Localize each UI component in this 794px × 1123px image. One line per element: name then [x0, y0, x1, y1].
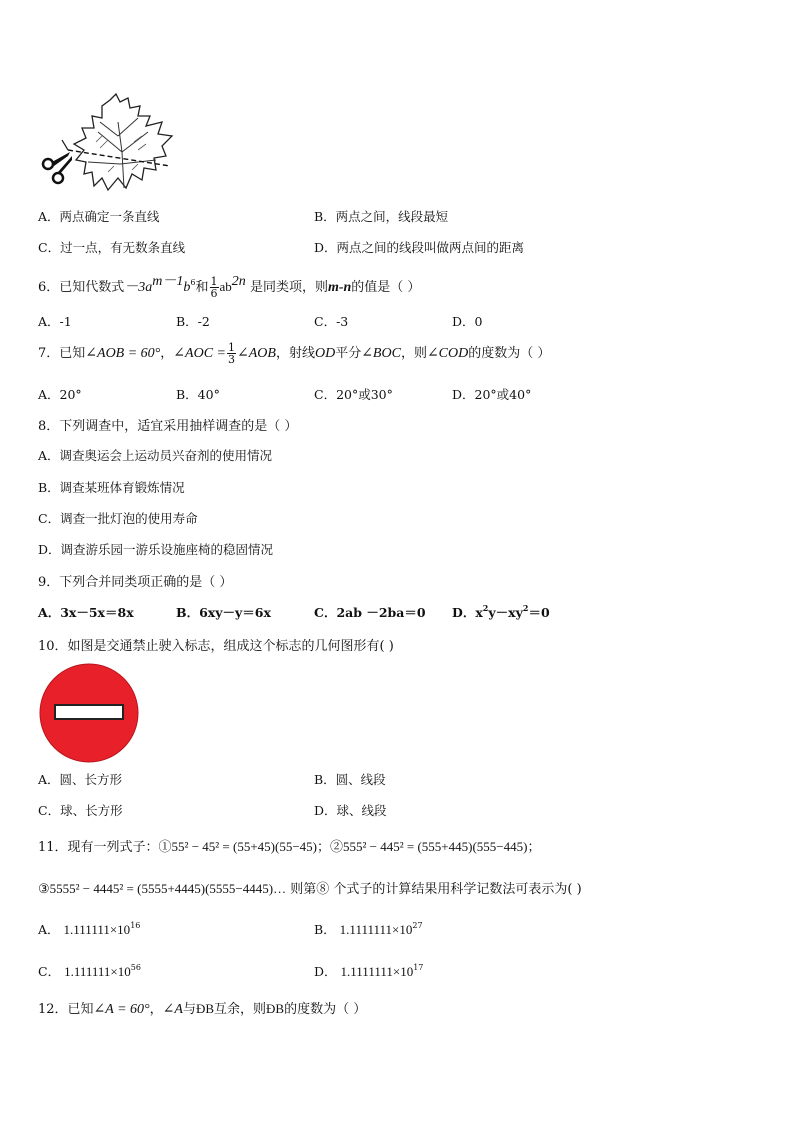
- q8-stem: 8．下列调查中，适宜采用抽样调查的是（ ）: [38, 419, 298, 434]
- q5-option-d: D．两点之间的线段叫做两点间的距离: [314, 240, 525, 255]
- q11-option-a: A． $1.111111\times 10^{16}$: [38, 921, 141, 937]
- q5-option-b: B．两点之间，线段最短: [314, 209, 449, 224]
- q11-line2: ③5555² − 4445² = (5555+4445)(5555−4445)… 则第⑧ 个式子的计算结果用科学记数法可表示为( ): [38, 881, 582, 897]
- q5-option-a: A．两点确定一条直线: [38, 209, 160, 224]
- q9-stem: 9．下列合并同类项正确的是（ ）: [38, 575, 233, 590]
- q8-option-d: D．调查游乐园一游乐设施座椅的稳固情况: [38, 542, 274, 557]
- q11-option-b: B． $1.1111111\times 10^{27}$: [314, 921, 423, 937]
- q6-option-a: A．-1: [38, 314, 72, 329]
- q10-option-c: C．球、长方形: [38, 803, 123, 818]
- q8-option-a: A．调查奥运会上运动员兴奋剂的使用情况: [38, 448, 273, 463]
- q10-option-a: A．圆、长方形: [38, 772, 123, 787]
- q11-option-d: D． $1.1111111\times 10^{17}$: [314, 963, 424, 979]
- q11-option-c: C． $1.111111\times 10^{56}$: [38, 963, 141, 979]
- scissors-icon: [43, 152, 72, 183]
- q8-option-c: C．调查一批灯泡的使用寿命: [38, 511, 198, 526]
- q10-stem: 10．如图是交通禁止驶入标志，组成这个标志的几何图形有( ): [38, 639, 394, 654]
- q6-stem: 6．已知代数式$-3a^{m-1}b^6$和 $\frac{1}{6}$ $ab^{2n}$ 是同类项，则m-n的值是（ ）: [38, 274, 421, 300]
- q6-option-d: D．0: [452, 314, 483, 329]
- q12-stem: 12．已知∠A = 60°，∠A与ÐB互余，则ÐB的度数为（ ）: [38, 1001, 367, 1017]
- q7-option-a: A．20°: [38, 387, 82, 402]
- q9-option-c: C．2ab －2ba＝0: [314, 605, 426, 620]
- q9-option-b: B．6xy－y＝6x: [176, 605, 271, 620]
- q9-option-a: A．3x－5x＝8x: [38, 605, 134, 620]
- q7-option-b: B．40°: [176, 387, 220, 402]
- q8-option-b: B．调查某班体育锻炼情况: [38, 480, 185, 495]
- no-entry-sign-icon: [38, 662, 140, 764]
- q7-stem: 7．已知∠AOB = 60°，∠AOC = $\frac{1}{3}$ ∠AOB，射线OD平分∠BOC，则∠COD的度数为（ ）: [38, 341, 551, 366]
- leaf-scissors-figure: [38, 92, 178, 197]
- q11-line1: 11．现有一列式子：①55² − 45² = (55+45)(55−45)；②555² − 445² = (555+445)(555−445)；: [38, 839, 541, 855]
- q6-option-b: B．-2: [176, 314, 210, 329]
- q10-option-d: D．球、线段: [314, 803, 387, 818]
- q10-option-b: B．圆、线段: [314, 772, 386, 787]
- q7-option-d: D．20°或40°: [452, 387, 532, 402]
- q7-option-c: C．20°或30°: [314, 387, 393, 402]
- q6-option-c: C．-3: [314, 314, 349, 329]
- q9-option-d: D．$x^2y-xy^2=0$: [452, 603, 550, 620]
- q5-option-c: C．过一点，有无数条直线: [38, 240, 186, 255]
- leaf-veins: [88, 118, 156, 188]
